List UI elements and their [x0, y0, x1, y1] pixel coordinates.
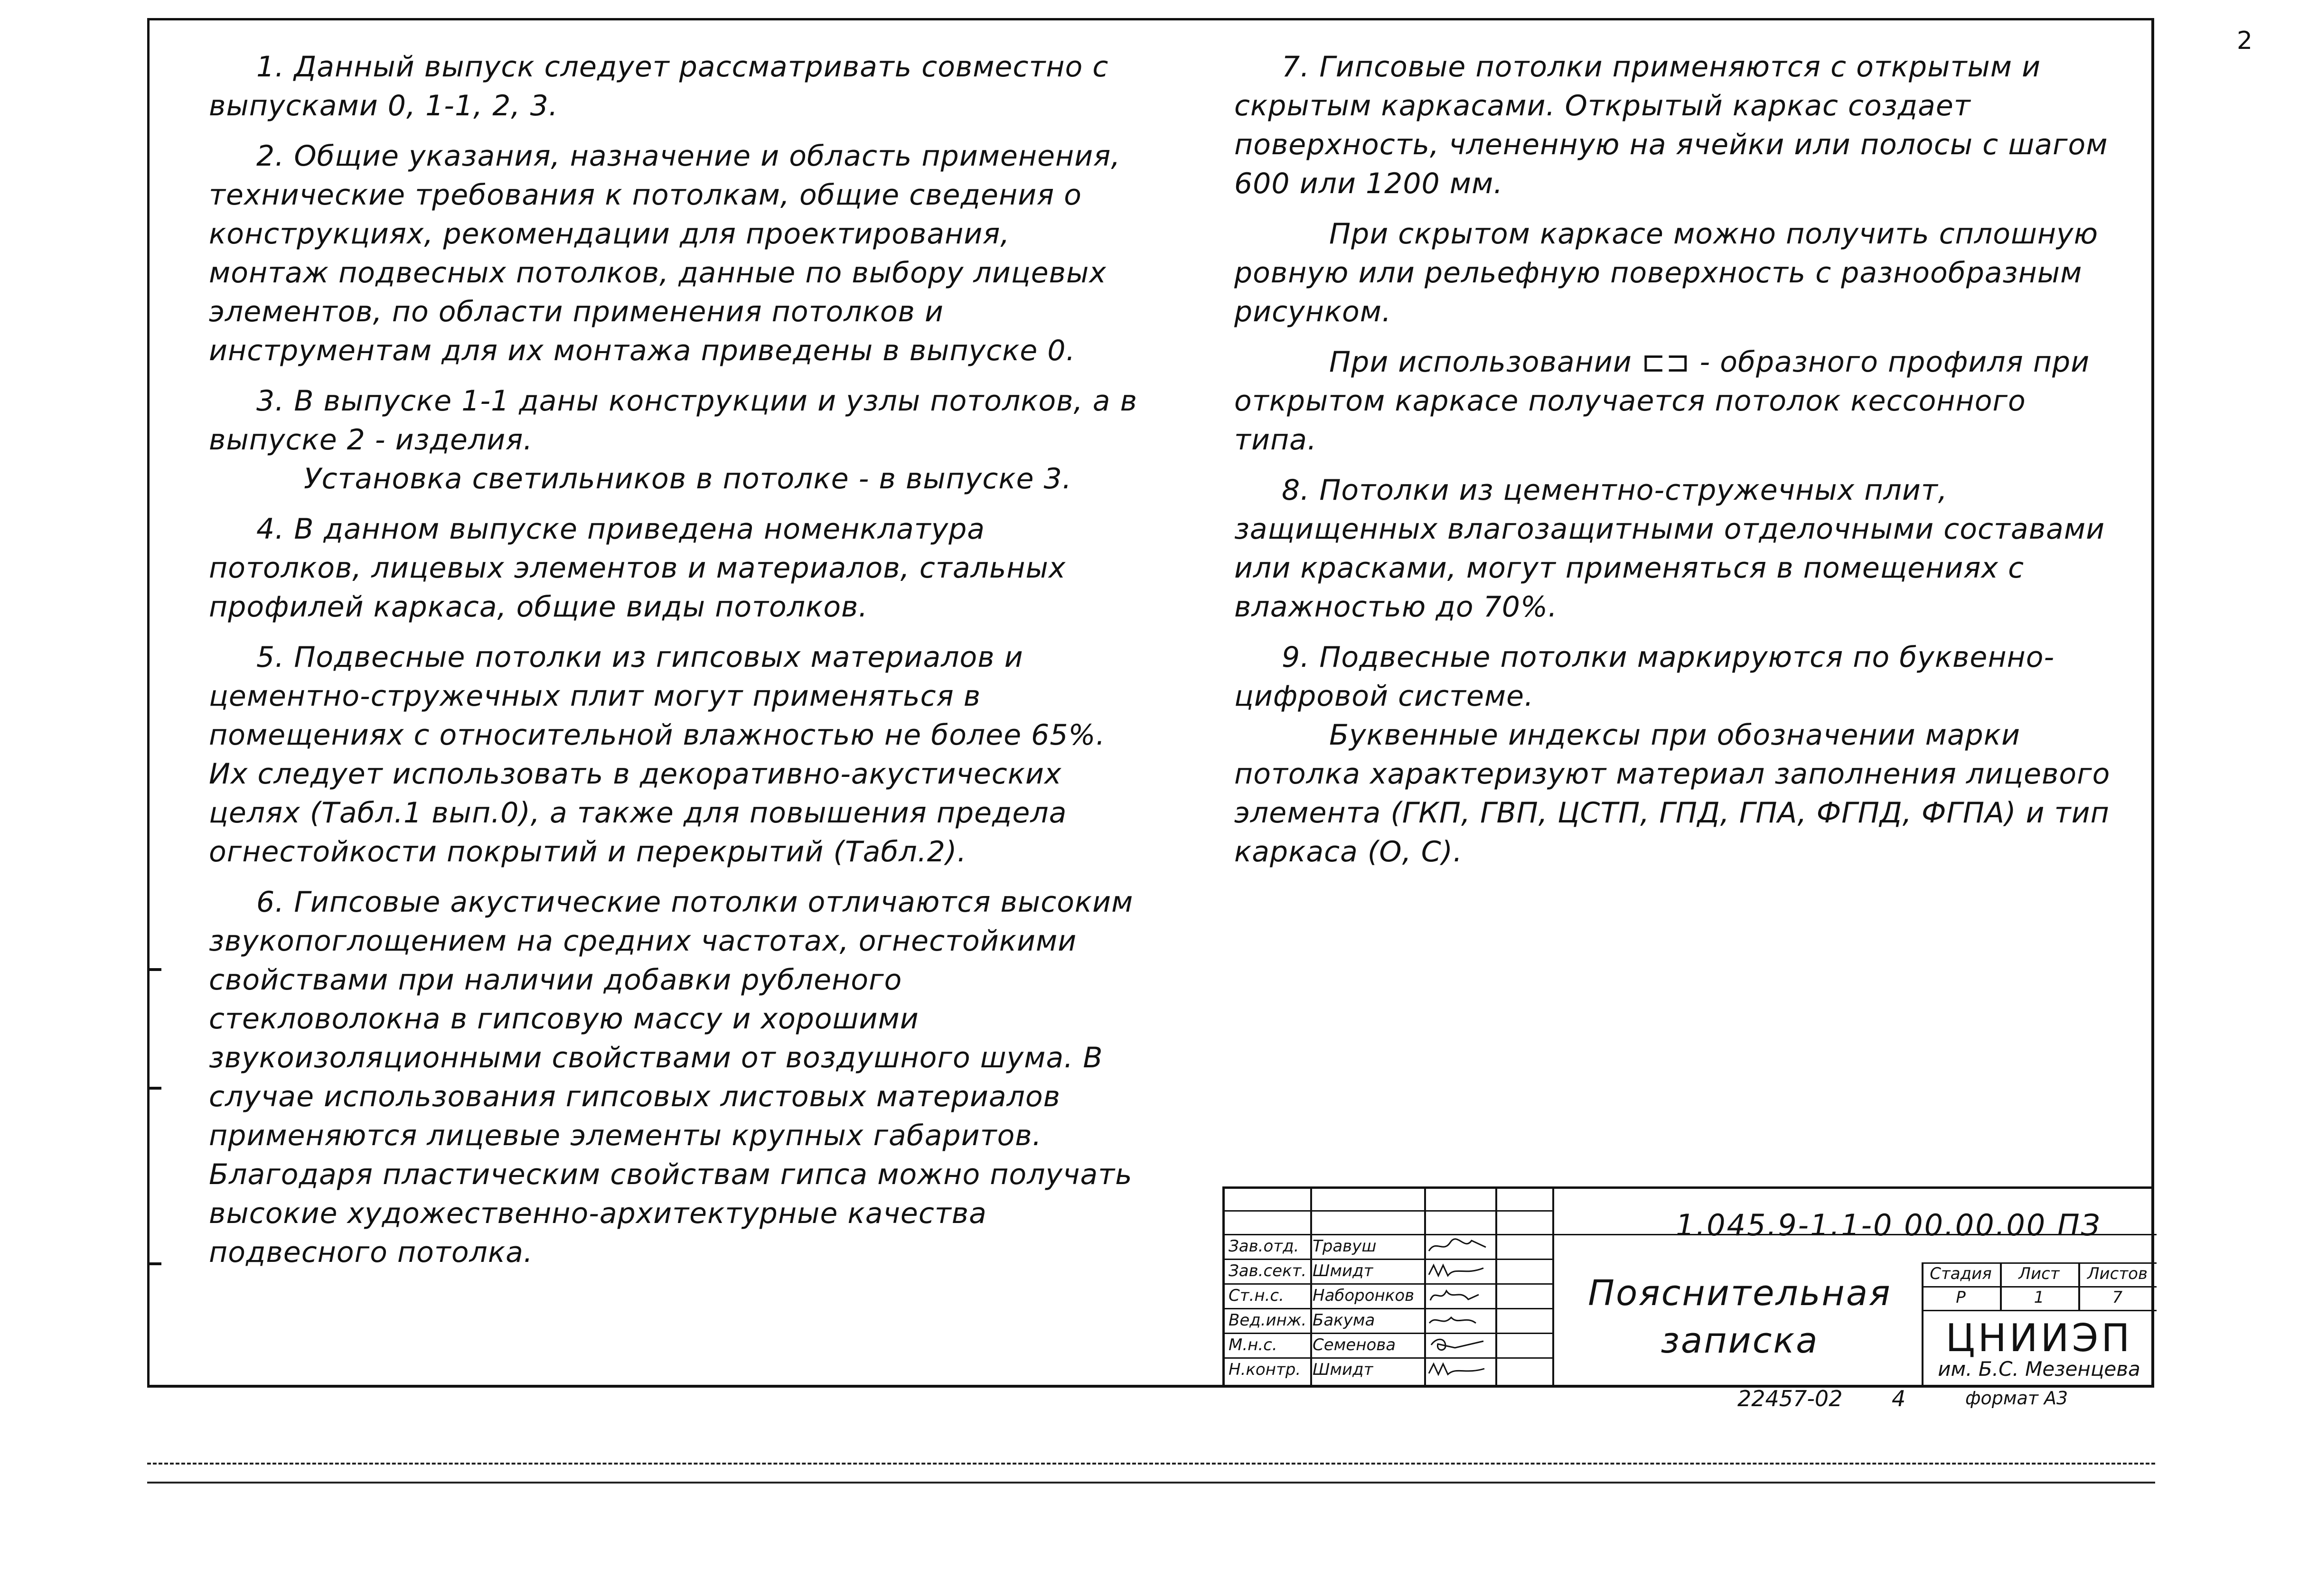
handwritten-signature [1426, 1261, 1488, 1280]
signature-row [1225, 1357, 1552, 1382]
paragraph-9-indexes: Буквенные индексы при обозначении марки потолка характеризуют материал заполнения лицевого элемента (ГКП, ГВП, ЦСТП, ГПД, ГПА, ФГПД, ФГПА) и тип каркаса (О, С). [1234, 719, 2111, 868]
stamp-divider [1552, 1189, 1554, 1385]
inventory-number: 22457-02 [1737, 1386, 1843, 1411]
signature-role: Зав.отд. [1229, 1237, 1299, 1256]
cut-line [147, 1482, 2155, 1484]
handwritten-signature [1426, 1360, 1488, 1379]
stage-line [1922, 1286, 2157, 1288]
signature-row [1225, 1308, 1552, 1333]
right-text-column [1234, 47, 2117, 883]
signature-name: Семенова [1313, 1335, 1396, 1354]
frame-tick [147, 968, 161, 971]
frame-tick [147, 1087, 161, 1090]
paragraph-8: 8. Потолки из цементно-стружечных плит, защищенных влагозащитными отделочными составами или красками, могут применяться в помещениях с влажностью до 70%. [1234, 474, 2105, 624]
signature-name: Травуш [1313, 1237, 1377, 1256]
paragraph-4: 4. В данном выпуске приведена номенклатура потолков, лицевых элементов и материалов, стальных профилей каркаса, общие виды потолков. [209, 513, 1066, 624]
signature-row [1225, 1259, 1552, 1283]
paragraph-1: 1. Данный выпуск следует рассматривать совместно с выпусками 0, 1-1, 2, 3. [209, 50, 1109, 122]
sheet-label: Лист [2018, 1264, 2060, 1283]
stage-label: Стадия [1930, 1264, 1992, 1283]
organization-subtitle: им. Б.С. Мезенцева [1938, 1357, 2140, 1381]
signature-row [1225, 1234, 1552, 1259]
sheet-value: 1 [2034, 1288, 2045, 1307]
signature-name: Наборонков [1313, 1286, 1415, 1305]
handwritten-signature [1426, 1335, 1488, 1354]
handwritten-signature [1426, 1237, 1488, 1256]
paragraph-6: 6. Гипсовые акустические потолки отличаются высоким звукопоглощением на средних частотах, огнестойкими свойствами при наличии добавки рубленого стекловолокна в гипсовую массу и хорошими звукоизоляционными свойствами от воздушного шума. В случае использования гипсовых листовых материалов применяются лицевые элементы крупных габаритов. Благодаря пластическим свойствам гипса можно получать высокие художественно-архитектурные качества подвесного потолка. [209, 886, 1134, 1269]
signature-name: Шмидт [1313, 1261, 1373, 1280]
paragraph-5: 5. Подвесные потолки из гипсовых материалов и цементно-стружечных плит могут применяться в помещениях с относительной влажностью не более 65%. Их следует использовать в декоративно-акустических целях (Табл.1 вып.0), а также для повышения предела огнестойкости покрытий и перекрытий (Табл.2). [209, 641, 1106, 868]
signature-role: Н.контр. [1229, 1360, 1301, 1379]
organization-name: ЦНИИЭП [1945, 1316, 2133, 1360]
frame-bottom-line [147, 1385, 2154, 1388]
title-block [1222, 1186, 2154, 1385]
signature-row [1225, 1283, 1552, 1308]
signature-role: Вед.инж. [1229, 1311, 1307, 1330]
document-title: Пояснительная записка [1588, 1273, 1892, 1361]
format-label: формат А3 [1965, 1388, 2068, 1409]
paragraph-7: 7. Гипсовые потолки применяются с открытым и скрытым каркасами. Открытый каркас создает поверхность, члененную на ячейки или полосы с шагом 600 или 1200 мм. [1234, 50, 2108, 200]
document-code: 1.045.9-1.1-0 00.00.00 ПЗ [1676, 1208, 2102, 1242]
sheets-label: Листов [2087, 1264, 2148, 1283]
page-number: 2 [2237, 27, 2253, 55]
signature-name: Шмидт [1313, 1360, 1373, 1379]
paragraph-3-note: Установка светильников в потолке - в выпуске 3. [304, 462, 1072, 495]
paragraph-9: 9. Подвесные потолки маркируются по буквенно-цифровой системе. [1234, 641, 2055, 713]
stage-line [1922, 1310, 2157, 1311]
sheet-index: 4 [1892, 1386, 1906, 1411]
handwritten-signature [1426, 1286, 1488, 1305]
paragraph-7-hidden-frame: При скрытом каркасе можно получить сплошную ровную или рельефную поверхность с разнообразным рисунком. [1234, 217, 2099, 328]
signature-role: Ст.н.с. [1229, 1286, 1284, 1305]
cut-line [147, 1463, 2155, 1465]
left-text-column [209, 47, 1139, 1283]
signature-name: Бакума [1313, 1311, 1375, 1330]
signature-role: М.н.с. [1229, 1335, 1277, 1354]
sheets-value: 7 [2112, 1288, 2123, 1307]
paragraph-7-profile: При использовании ⊏⊐ - образного профиля при открытом каркасе получается потолок кессонного типа. [1234, 345, 2090, 457]
stage-value: Р [1956, 1288, 1966, 1307]
paragraph-3: 3. В выпуске 1-1 даны конструкции и узлы потолков, а в выпуске 2 - изделия. [209, 384, 1137, 457]
stage-line [1922, 1262, 2157, 1264]
stamp-row-line [1225, 1210, 1552, 1212]
signature-row [1225, 1333, 1552, 1357]
handwritten-signature [1426, 1311, 1488, 1330]
paragraph-2: 2. Общие указания, назначение и область применения, технические требования к потолкам, общие сведения о конструкциях, рекомендации для проектирования, монтаж подвесных потолков, данные по выбору лицевых элементов, по области применения потолков и инструментам для их монтажа приведены в выпуске 0. [209, 140, 1121, 367]
signature-role: Зав.сект. [1229, 1261, 1307, 1280]
frame-tick [147, 1262, 161, 1265]
